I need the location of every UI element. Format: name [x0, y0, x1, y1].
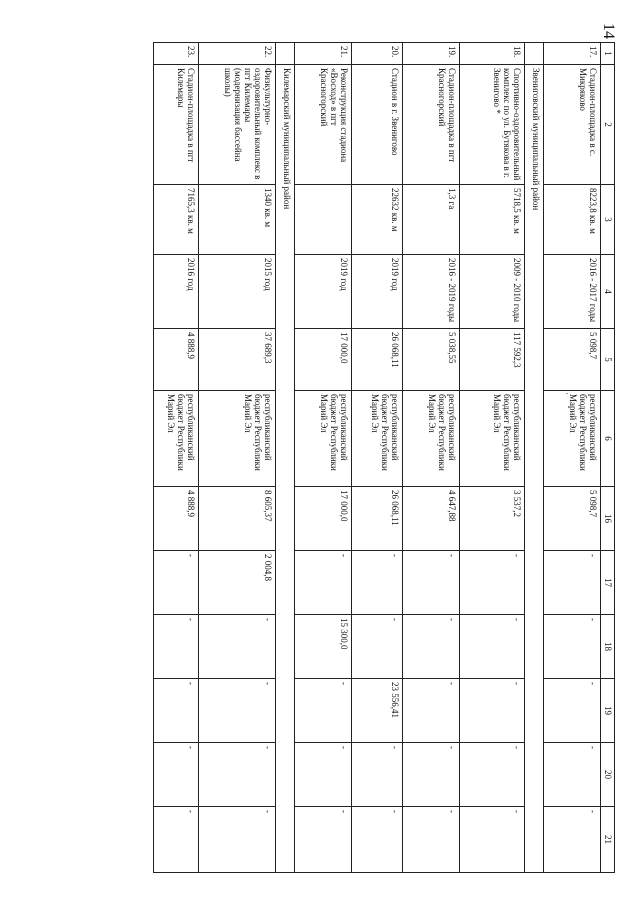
cell-name: Стадион-площадка в пгт Килемары — [154, 65, 199, 185]
header-cell: 2 — [601, 65, 615, 185]
cell-years: 2019 год — [352, 255, 403, 329]
cell-c21: - — [544, 807, 601, 873]
table-row — [403, 43, 460, 873]
table-row — [352, 43, 403, 873]
cell-area: 8223,8 кв. м — [544, 185, 601, 255]
cell-c20: - — [403, 743, 460, 807]
scan-speck — [566, 393, 568, 394]
cell-cost: 5 038,55 — [403, 329, 460, 391]
cell-c21: - — [295, 807, 352, 873]
header-cell: 16 — [601, 487, 615, 551]
header-cell: 6 — [601, 391, 615, 487]
cell-area: 1340 кв. м — [199, 185, 276, 255]
cell-c17: - — [460, 551, 525, 615]
cell-c21: - — [154, 807, 199, 873]
cell-cost: 4 888,9 — [154, 329, 199, 391]
cell-c19: - — [154, 679, 199, 743]
section-row — [276, 43, 295, 873]
cell-name: Стадион в г. Звенигово — [352, 65, 403, 185]
cell-c18: - — [352, 615, 403, 679]
cell-name: Реконструкция стадиона «Восход» в пгт Красногорский — [295, 65, 352, 185]
header-cell: 21 — [601, 807, 615, 873]
cell-c21: - — [199, 807, 276, 873]
cell-c17: - — [295, 551, 352, 615]
cell-cost: 17 000,0 — [295, 329, 352, 391]
cell-c17: - — [403, 551, 460, 615]
cell-c16: 26 068,11 — [352, 487, 403, 551]
table-row — [199, 43, 276, 873]
cell-c21: - — [460, 807, 525, 873]
cell-c16: 3 537,2 — [460, 487, 525, 551]
cell-c16: 4 647,88 — [403, 487, 460, 551]
cell-c16: 5 098,7 — [544, 487, 601, 551]
cell-num: 20. — [352, 43, 403, 65]
section-num-cell — [525, 43, 544, 65]
cell-c18: - — [460, 615, 525, 679]
header-cell: 17 — [601, 551, 615, 615]
cell-c19: - — [460, 679, 525, 743]
section-num-cell — [276, 43, 295, 65]
cell-c20: - — [544, 743, 601, 807]
cell-name: Спортивно-оздоровительный комплекс по ул. Бутякова в г. Звенигово * — [460, 65, 525, 185]
cell-years: 2015 год — [199, 255, 276, 329]
cell-source: республиканский бюджет Республики Марий Эл — [199, 391, 276, 487]
cell-c19: - — [544, 679, 601, 743]
cell-c20: - — [460, 743, 525, 807]
cell-years: 2009 - 2010 годы — [460, 255, 525, 329]
cell-c18: 15 300,0 — [295, 615, 352, 679]
cell-num: 21. — [295, 43, 352, 65]
cell-c16: 8 605,37 — [199, 487, 276, 551]
cell-name: Физкультурно-оздоровительный комплекс в пгт Килемары (модернизация бассейна школы) — [199, 65, 276, 185]
cell-years: 2016 год — [154, 255, 199, 329]
cell-name: Стадион-площадка в с. Микряково — [544, 65, 601, 185]
cell-c21: - — [352, 807, 403, 873]
cell-c17: - — [154, 551, 199, 615]
table-body — [154, 43, 615, 873]
header-cell: 1 — [601, 43, 615, 65]
header-cell: 18 — [601, 615, 615, 679]
cell-area: 5718,5 кв. м — [460, 185, 525, 255]
cell-c18: - — [154, 615, 199, 679]
cell-c16: 17 000,0 — [295, 487, 352, 551]
cell-c19: - — [403, 679, 460, 743]
cell-source: республиканский бюджет Республики Марий Эл — [460, 391, 525, 487]
cell-c17: - — [352, 551, 403, 615]
cell-num: 23. — [154, 43, 199, 65]
cell-c20: - — [352, 743, 403, 807]
table-row — [460, 43, 525, 873]
cell-area: 1,3 га — [403, 185, 460, 255]
cell-c20: - — [199, 743, 276, 807]
cell-c19: - — [295, 679, 352, 743]
cell-num: 18. — [460, 43, 525, 65]
cell-source: республиканский бюджет Республики Марий Эл — [295, 391, 352, 487]
cell-c17: - — [544, 551, 601, 615]
header-cell: 3 — [601, 185, 615, 255]
cell-years: 2016 - 2017 годы — [544, 255, 601, 329]
cell-c20: - — [295, 743, 352, 807]
header-cell: 19 — [601, 679, 615, 743]
cell-source: республиканский бюджет Республики Марий Эл — [352, 391, 403, 487]
section-row — [525, 43, 544, 873]
cell-area: 22632 кв. м — [352, 185, 403, 255]
cell-source: республиканский бюджет Республики Марий Эл — [154, 391, 199, 487]
cell-c18: - — [403, 615, 460, 679]
cell-years: 2016 - 2019 годы — [403, 255, 460, 329]
section-title: Звениговский муниципальный район — [525, 65, 544, 873]
cell-num: 19. — [403, 43, 460, 65]
cell-c16: 4 888,9 — [154, 487, 199, 551]
cell-area — [295, 185, 352, 255]
table-row — [544, 43, 601, 873]
table-row — [295, 43, 352, 873]
header-cell: 5 — [601, 329, 615, 391]
cell-c18: - — [199, 615, 276, 679]
cell-c17: 2 004,8 — [199, 551, 276, 615]
cell-num: 22. — [199, 43, 276, 65]
cell-years: 2019 год — [295, 255, 352, 329]
program-table — [153, 42, 615, 873]
cell-cost: 117 592,3 — [460, 329, 525, 391]
header-row — [601, 43, 615, 873]
cell-area: 7165,3 кв. м — [154, 185, 199, 255]
cell-cost: 37 689,3 — [199, 329, 276, 391]
header-cell: 4 — [601, 255, 615, 329]
cell-c21: - — [403, 807, 460, 873]
cell-name: Стадион-площадка в пгт Красногорский — [403, 65, 460, 185]
cell-cost: 26 068,11 — [352, 329, 403, 391]
cell-cost: 5 098,7 — [544, 329, 601, 391]
cell-c19: 23 556,41 — [352, 679, 403, 743]
cell-c18: - — [544, 615, 601, 679]
cell-source: республиканский бюджет Республики Марий Эл — [403, 391, 460, 487]
cell-c20: - — [154, 743, 199, 807]
cell-source: республиканский бюджет Республики Марий Эл — [544, 391, 601, 487]
page-number: 14 — [600, 23, 617, 39]
rotated-table-page — [95, 42, 615, 872]
table-row — [154, 43, 199, 873]
cell-num: 17. — [544, 43, 601, 65]
cell-c19: - — [199, 679, 276, 743]
header-cell: 20 — [601, 743, 615, 807]
section-title: Килемарский муниципальный район — [276, 65, 295, 873]
